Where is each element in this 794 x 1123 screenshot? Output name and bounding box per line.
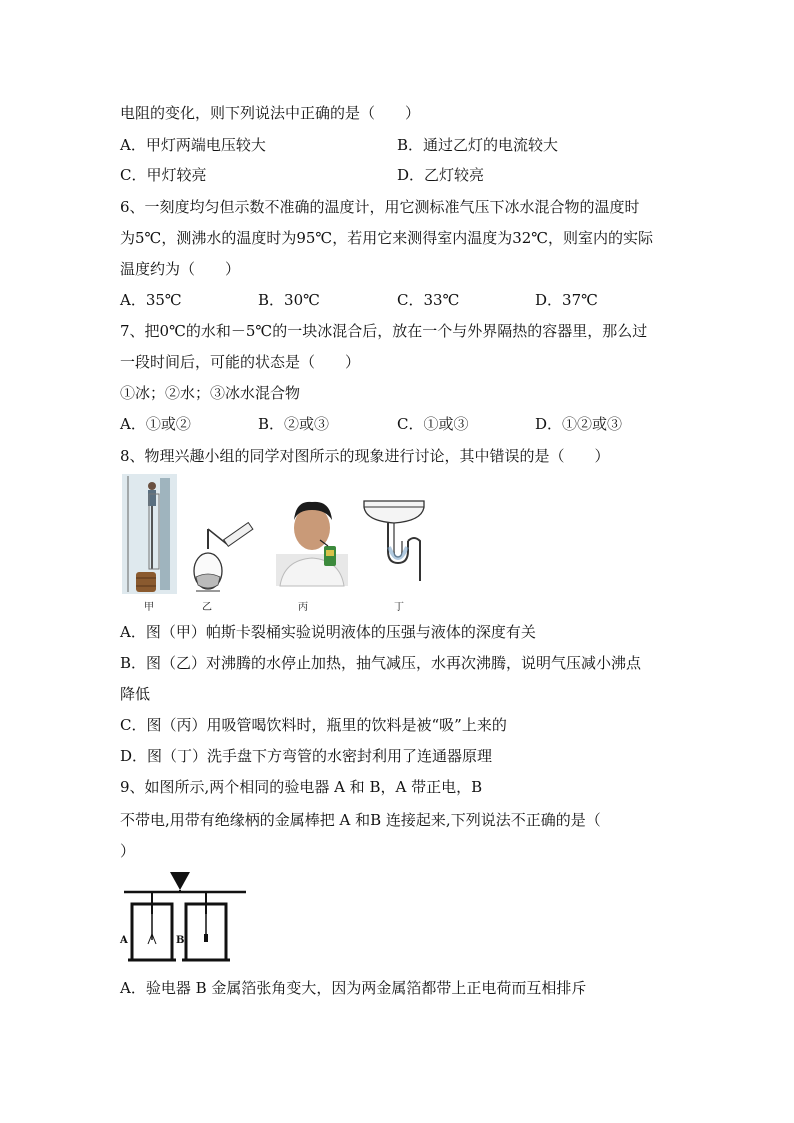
figure-bing-caption: 丙: [298, 602, 308, 613]
q5-option-b: B．通过乙灯的电流较大: [397, 136, 559, 154]
q7-stem-line-1: 7、把0℃的水和－5℃的一块冰混合后，放在一个与外界隔热的容器里，那么过: [120, 322, 648, 340]
q6-stem-line-2: 为5℃，测沸水的温度时为95℃，若用它来测得室内温度为32℃，则室内的实际: [120, 229, 654, 247]
q9-stem-line-2: 不带电,用带有绝缘柄的金属棒把 A 和B 连接起来,下列说法不正确的是（: [120, 811, 601, 829]
q7-option-a: A．①或②: [120, 415, 191, 433]
q6-option-c: C．33℃: [397, 291, 460, 309]
q8-option-b-line-2: 降低: [120, 685, 151, 703]
q8-option-c: C．图（丙）用吸管喝饮料时，瓶里的饮料是被“吸”上来的: [120, 716, 507, 734]
q7-states: ①冰；②水；③冰水混合物: [120, 384, 301, 402]
q7-option-c: C．①或③: [397, 415, 469, 433]
q8-option-b-line-1: B．图（乙）对沸腾的水停止加热，抽气减压，水再次沸腾，说明气压减小沸点: [120, 654, 642, 672]
figure-bing-boy-drinking: [276, 494, 348, 586]
q5-option-a: A．甲灯两端电压较大: [120, 136, 266, 154]
q7-option-b: B．②或③: [258, 415, 330, 433]
q9-option-a: A．验电器 B 金属箔张角变大，因为两金属箔都带上正电荷而互相排斥: [120, 979, 587, 997]
figure-yi-caption: 乙: [202, 602, 212, 613]
q7-stem-line-2: 一段时间后，可能的状态是（ ）: [120, 353, 361, 371]
figure-jia-caption: 甲: [144, 602, 154, 613]
q6-option-a: A．35℃: [120, 291, 182, 309]
figure-electroscopes: [118, 868, 250, 968]
figure-ding-caption: 丁: [394, 602, 404, 613]
figure-yi-flask-syringe: [190, 515, 260, 595]
q9-stem-line-3: ）: [120, 842, 136, 860]
q9-stem-line-1: 9、如图所示,两个相同的验电器 A 和 B，A 带正电，B: [120, 778, 483, 796]
figure-jia-pascal-barrel: [122, 474, 177, 594]
q5-option-c: C．甲灯较亮: [120, 166, 207, 184]
q6-stem-line-1: 6、一刻度均匀但示数不准确的温度计，用它测标准气压下冰水混合物的温度时: [120, 198, 640, 216]
q6-option-b: B．30℃: [258, 291, 320, 309]
q5-option-d: D．乙灯较亮: [397, 166, 485, 184]
q6-option-d: D．37℃: [535, 291, 598, 309]
q8-stem: 8、物理兴趣小组的同学对图所示的现象进行讨论，其中错误的是（ ）: [120, 447, 610, 465]
q5-stem: 电阻的变化，则下列说法中正确的是（ ）: [120, 104, 421, 122]
q7-option-d: D．①②或③: [535, 415, 623, 433]
q8-option-d: D．图（丁）洗手盘下方弯管的水密封利用了连通器原理: [120, 747, 493, 765]
electroscope-label-a: A: [120, 935, 128, 946]
figure-ding-sink-trap: [362, 497, 426, 581]
q8-option-a: A．图（甲）帕斯卡裂桶实验说明液体的压强与液体的深度有关: [120, 623, 536, 641]
q6-stem-line-3: 温度约为（ ）: [120, 260, 241, 278]
electroscope-label-b: B: [176, 935, 185, 946]
